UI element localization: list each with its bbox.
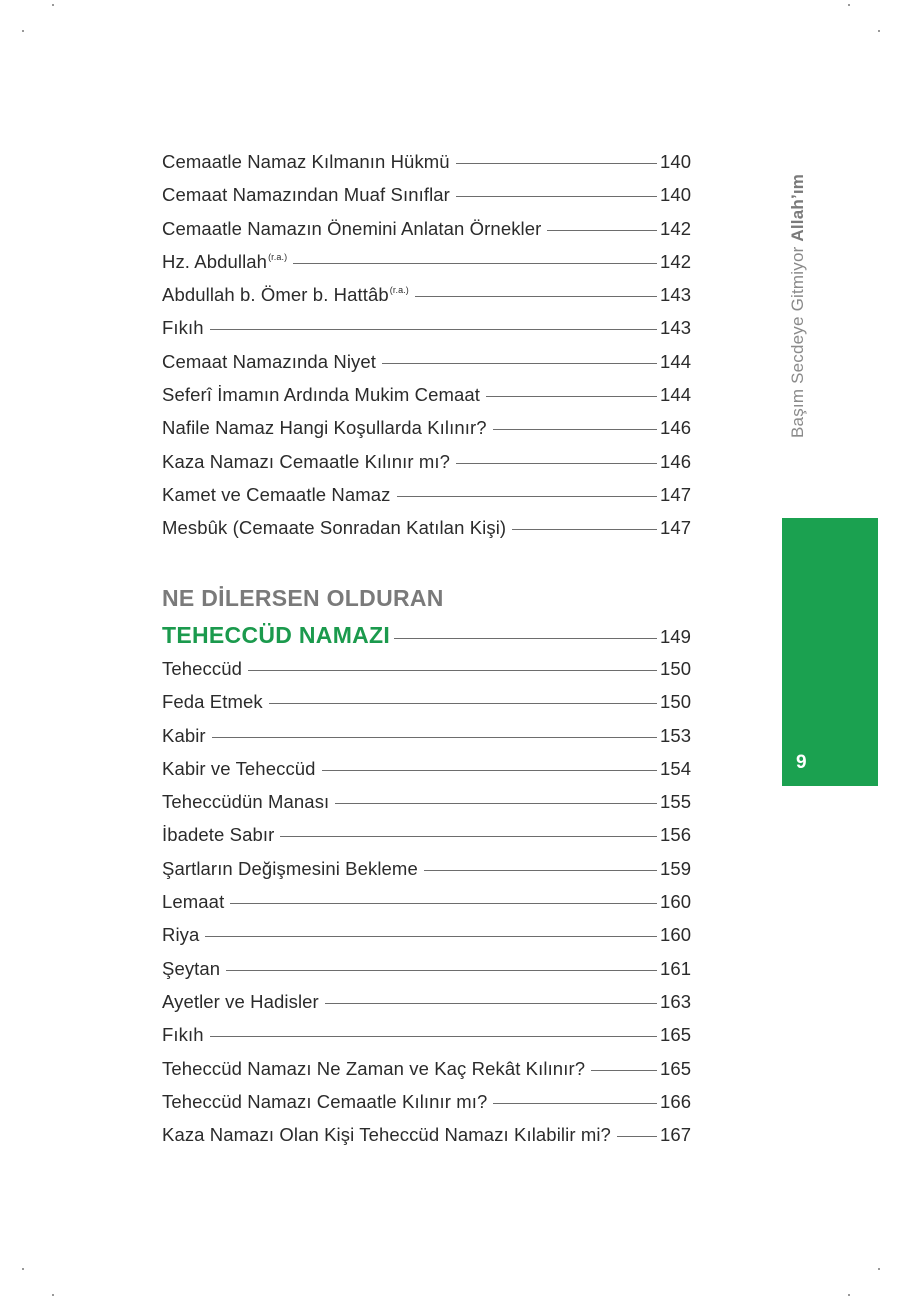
toc-entry[interactable] (162, 725, 692, 758)
entry-title: Cemaat Namazında Niyet (162, 350, 377, 372)
entry-title: Fıkıh (162, 317, 204, 339)
dot-leader (512, 529, 657, 530)
dot-leader (424, 870, 657, 871)
entry-title: Kamet ve Cemaatle Namaz (162, 483, 391, 505)
toc-entry[interactable] (162, 791, 692, 824)
entry-page: 160 (660, 891, 692, 913)
entry-title: Şartların Değişmesini Bekleme (162, 857, 418, 879)
entry-page: 155 (660, 791, 692, 813)
crop-mark (22, 30, 24, 32)
page-number: 9 (796, 752, 807, 773)
page-tab (782, 518, 878, 786)
entry-page: 150 (660, 658, 692, 679)
toc-entry[interactable] (162, 924, 692, 957)
section-heading-line1: NE DİLERSEN OLDURAN (162, 585, 444, 611)
entry-honorific: (r.a.) (268, 251, 288, 262)
dot-leader (293, 263, 657, 264)
dot-leader (394, 638, 657, 639)
entry-title: Cemaat Namazından Muaf Sınıflar (162, 184, 450, 206)
dot-leader (325, 1003, 657, 1004)
dot-leader (493, 429, 657, 430)
toc-entry[interactable] (162, 251, 692, 284)
dot-leader (415, 296, 657, 297)
toc-entry[interactable] (162, 218, 692, 251)
entry-page: 165 (660, 1057, 692, 1079)
toc-entry[interactable] (162, 858, 692, 891)
entry-page: 167 (660, 1124, 692, 1146)
entry-page: 143 (660, 284, 692, 306)
toc-entry[interactable] (162, 317, 692, 350)
dot-leader (280, 836, 657, 837)
entry-title: Lemaat (162, 891, 225, 913)
dot-leader (322, 770, 657, 771)
entry-page: 143 (660, 317, 692, 339)
entry-page: 142 (660, 250, 692, 272)
crop-mark (878, 30, 880, 32)
entry-title: Kabir (162, 724, 206, 746)
entry-page: 146 (660, 417, 692, 439)
entry-title: Teheccüdün Manası (162, 791, 330, 813)
toc-entry[interactable] (162, 824, 692, 857)
dot-leader (226, 970, 657, 971)
toc-entry[interactable] (162, 991, 692, 1024)
entry-page: 144 (660, 350, 692, 372)
entry-page: 166 (660, 1090, 692, 1112)
entry-page: 146 (660, 450, 692, 472)
entry-title: Feda Etmek (162, 691, 263, 713)
entry-page: 147 (660, 517, 692, 539)
dot-leader (456, 196, 657, 197)
entry-title-text: Hz. Abdullah (162, 250, 268, 272)
toc-entry[interactable] (162, 891, 692, 924)
entry-page: 140 (660, 184, 692, 206)
toc-entry[interactable] (162, 517, 692, 550)
crop-mark (52, 4, 54, 6)
dot-leader (617, 1136, 657, 1137)
dot-leader (335, 803, 657, 804)
entry-title-text: Abdullah b. Ömer b. Hattâb (162, 284, 389, 306)
dot-leader (210, 329, 657, 330)
entry-title (162, 251, 287, 273)
toc-entry[interactable] (162, 691, 692, 724)
running-title-bold: Allah’ım (788, 173, 807, 242)
toc-entry[interactable] (162, 417, 692, 450)
entry-title: Teheccüd (162, 658, 242, 679)
entry-title: Kaza Namazı Cemaatle Kılınır mı? (162, 450, 450, 472)
dot-leader (230, 903, 657, 904)
entry-title: Nafile Namaz Hangi Koşullarda Kılınır? (162, 417, 487, 439)
toc-entry[interactable] (162, 351, 692, 384)
dot-leader (547, 230, 657, 231)
entry-page: 154 (660, 757, 692, 779)
entry-title: Fıkıh (162, 1024, 204, 1046)
toc-section-2 (162, 585, 692, 1157)
dot-leader (205, 936, 657, 937)
section-heading-line2: TEHECCÜD NAMAZI (162, 622, 391, 648)
entry-title (162, 284, 409, 306)
section-heading-entry[interactable] (162, 622, 692, 658)
entry-page: 165 (660, 1024, 692, 1046)
entry-page: 161 (660, 957, 692, 979)
entry-title: Kabir ve Teheccüd (162, 757, 316, 779)
dot-leader (486, 396, 657, 397)
entry-honorific: (r.a.) (389, 285, 409, 296)
entry-title: Mesbûk (Cemaate Sonradan Katılan Kişi) (162, 517, 507, 539)
toc-entry[interactable] (162, 1124, 692, 1157)
entry-page: 142 (660, 217, 692, 239)
dot-leader (397, 496, 657, 497)
dot-leader (212, 737, 657, 738)
toc-entry[interactable] (162, 384, 692, 417)
dot-leader (456, 463, 657, 464)
entry-page: 156 (660, 824, 692, 846)
entry-title: Seferî İmamın Ardında Mukim Cemaat (162, 384, 481, 406)
dot-leader (382, 363, 657, 364)
crop-mark (22, 1268, 24, 1270)
toc-entry[interactable] (162, 1024, 692, 1057)
toc-entry[interactable] (162, 184, 692, 217)
entry-title: Ayetler ve Hadisler (162, 990, 319, 1012)
toc-entry[interactable] (162, 451, 692, 484)
toc-entry[interactable] (162, 484, 692, 517)
entry-title: Teheccüd Namazı Cemaatle Kılınır mı? (162, 1090, 488, 1112)
entry-title: Cemaatle Namaz Kılmanın Hükmü (162, 151, 450, 172)
running-title-normal: Başım Secdeye Gitmiyor (788, 241, 807, 438)
entry-page: 163 (660, 990, 692, 1012)
toc-entry[interactable] (162, 1058, 692, 1091)
section-heading-page: 149 (660, 626, 691, 647)
entry-title: Şeytan (162, 957, 221, 979)
crop-mark (878, 1268, 880, 1270)
entry-title: Riya (162, 924, 200, 946)
toc-section-1 (162, 151, 692, 551)
entry-title: Kaza Namazı Olan Kişi Teheccüd Namazı Kılabilir mi? (162, 1124, 611, 1146)
entry-page: 147 (660, 483, 692, 505)
dot-leader (269, 703, 657, 704)
entry-page: 153 (660, 724, 692, 746)
entry-page: 144 (660, 384, 692, 406)
entry-page: 159 (660, 857, 692, 879)
toc-entry[interactable] (162, 958, 692, 991)
crop-mark (848, 4, 850, 6)
crop-mark (848, 1294, 850, 1296)
dot-leader (591, 1070, 657, 1071)
entry-title: Cemaatle Namazın Önemini Anlatan Örnekler (162, 217, 542, 239)
dot-leader (456, 163, 657, 164)
dot-leader (493, 1103, 657, 1104)
entry-title: Teheccüd Namazı Ne Zaman ve Kaç Rekât Kılınır? (162, 1057, 586, 1079)
dot-leader (248, 670, 657, 671)
entry-page: 150 (660, 691, 692, 713)
crop-mark (52, 1294, 54, 1296)
entry-title: İbadete Sabır (162, 824, 275, 846)
toc-entry[interactable] (162, 284, 692, 317)
toc-entry[interactable] (162, 758, 692, 791)
entry-page: 160 (660, 924, 692, 946)
toc-entry[interactable] (162, 1091, 692, 1124)
entry-page: 140 (660, 151, 692, 172)
running-title (788, 174, 808, 438)
toc-entry[interactable] (162, 658, 692, 691)
dot-leader (210, 1036, 657, 1037)
toc-entry[interactable] (162, 151, 692, 184)
